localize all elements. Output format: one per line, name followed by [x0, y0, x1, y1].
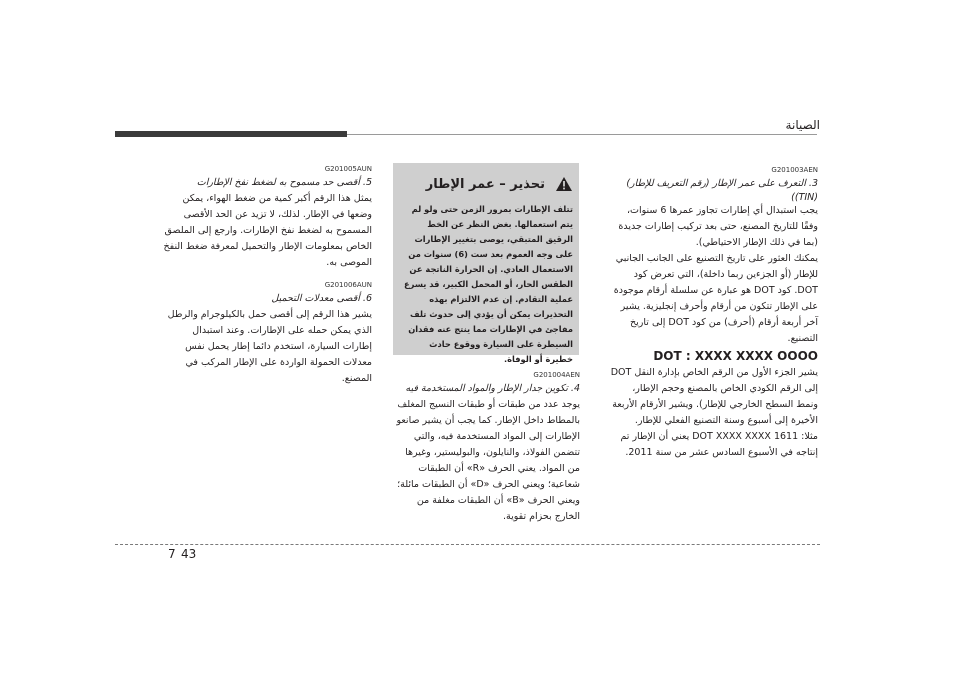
footer-rule [115, 544, 820, 545]
warning-header [403, 172, 573, 196]
section-heading: 5. أقصى حد مسموح به لضغط نفخ الإطارات [196, 177, 372, 188]
dot-code: DOT : XXXX XXXX OOOO [653, 349, 818, 363]
section-heading: 4. تكوين جدار الإطار والمواد المستخدمة فيه [405, 383, 580, 394]
section-code: G201006AUN [324, 281, 372, 289]
left-column [162, 165, 372, 397]
paragraph: يشير هذا الرقم إلى أقصى حمل بالكيلوجرام والرطل الذي يمكن حمله على الإطارات. وعند استبدال إطارات السيارة، استخدم دائما إطار يحمل نفس معدلات الحمولة الواردة على الإطار المركب في المصنع. [167, 309, 372, 384]
warning-text: تتلف الإطارات بمرور الزمن حتى ولو لم يتم استعمالها. بغض النظر عن الخط الرقيق المتبقي، يوصى بتغيير الإطارات على وجه العموم بعد ست (6) سنوات من الاستعمال العادي. إن الحرارة الناتجة عن الطقس الحار، أو المحمل الكبير، قد يسرع عملية التقادم. إن عدم الالتزام بهذه التحذيرات يمكن أن يؤدي إلى حدوث تلف مفاجئ في الإطارات مما ينتج عنه فقدان السيطرة على السيارة ووقوع حادث خطيرة أو الوفاة. [403, 204, 573, 364]
section-code: G201005AUN [324, 165, 372, 173]
page-number: 43 [181, 547, 197, 561]
header-bar [115, 131, 347, 137]
warning-title: تحذير – عمر الإطار [425, 176, 545, 192]
paragraph: يمثل هذا الرقم أكبر كمية من ضغط الهواء، يمكن وضعها في الإطار. لذلك، لا تزيد عن الحد الأقصى المسموح به لضغط نفخ الإطارات. وارجع إلى الملصق الخاص بمعلومات الإطار والتحميل لمعرفة ضغط النفخ الموصى به. [163, 193, 372, 268]
section-heading: 6. أقصى معدلات التحميل [271, 293, 372, 304]
section-6 [162, 281, 372, 387]
section-heading: 3. التعرف على عمر الإطار (رقم التعريف للإطار) [626, 178, 818, 189]
header-rule [347, 134, 817, 135]
right-column [608, 166, 818, 461]
paragraph: يمكنك العثور على تاريخ التصنيع على الجانب الجانبي للإطار (أو الجزءين ربما داخلة)، التي تعرض كود DOT. كود DOT هو عبارة عن سلسلة أرقام موجودة على الإطار تتكون من أرقام وأحرف إنجليزية. يشير آخر أربعة أرقام (أحرف) من كود DOT إلى تاريخ التصنيع. [613, 253, 818, 344]
paragraph: يوجد عدد من طبقات أو طبقات النسيج المغلف بالمطاط داخل الإطار. كما يجب أن يشير صانعو الإطارات إلى المواد المستخدمة فيه، والتي تتضمن الفولاذ، والنايلون، والبوليستير، وغيرها من المواد. يعني الحرف «R» أن الطبقات شعاعية؛ ويعني الحرف «D» أن الطبقات مائلة؛ ويعني الحرف «B» أن الطبقات مغلفة من الخارج بحزام تقوية. [396, 399, 580, 522]
section-code: G201003AEN [771, 166, 818, 174]
middle-column [395, 371, 580, 525]
warning-triangle-icon [555, 176, 573, 192]
paragraph: يشير الجزء الأول من الرقم الخاص بإدارة النقل DOT إلى الرقم الكودي الخاص بالمصنع وحجم الإطار، ونمط السطح الخارجي للإطار). ويشير الأرقام الأربعة الأخيرة إلى أسبوع وسنة التصنيع الفعلي للإطار. [610, 367, 818, 426]
section-code: G201004AEN [533, 371, 580, 379]
section-5 [162, 165, 372, 271]
chapter-number: 7 [168, 547, 176, 561]
warning-box [393, 163, 579, 364]
header-title: الصيانة [785, 118, 820, 132]
tin-label: ((TIN) [791, 192, 818, 203]
paragraph: يجب استبدال أي إطارات تجاوز عمرها 6 سنوات، وفقًا للتاريخ المصنع، حتى بعد تركيب إطارات جديدة (بما في ذلك الإطار الاحتياطي). [618, 205, 818, 248]
example-paragraph: مثلا: DOT XXXX XXXX 1611 يعني أن الإطار تم إنتاجه في الأسبوع السادس عشر من سنة 2011. [620, 431, 818, 458]
